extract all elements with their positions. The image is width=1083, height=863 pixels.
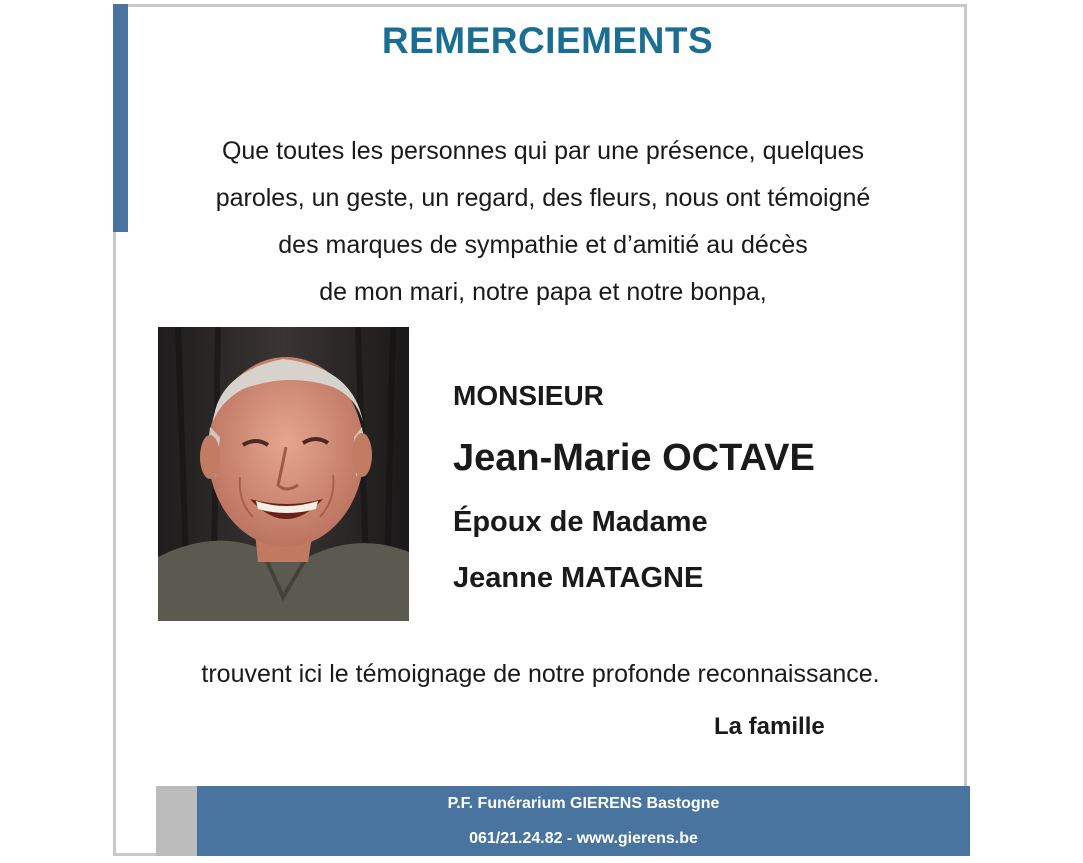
intro-line: Que toutes les personnes qui par une présence, quelques bbox=[221, 137, 865, 165]
footer-contact: 061/21.24.82 - www.gierens.be bbox=[469, 830, 698, 847]
intro-line: de mon mari, notre papa et notre bonpa, bbox=[319, 278, 767, 306]
honorific: MONSIEUR bbox=[453, 380, 604, 411]
footer-company: P.F. Funérarium GIERENS Bastogne bbox=[447, 795, 720, 812]
portrait-photo bbox=[158, 327, 409, 621]
signature: La famille bbox=[714, 713, 825, 740]
deceased-name: Jean-Marie OCTAVE bbox=[453, 437, 815, 479]
page-title: REMERCIEMENTS bbox=[381, 20, 714, 61]
closing-text: trouvent ici le témoignage de notre profonde reconnaissance. bbox=[201, 660, 880, 688]
portrait-illustration bbox=[158, 327, 409, 621]
intro-line: des marques de sympathie et d’amitié au décès bbox=[278, 231, 808, 259]
footer-banner bbox=[197, 786, 970, 856]
footer-gray-block bbox=[156, 786, 197, 856]
spouse-name: Jeanne MATAGNE bbox=[453, 562, 704, 594]
spouse-line: Époux de Madame bbox=[453, 506, 708, 538]
intro-line: paroles, un geste, un regard, des fleurs, nous ont témoigné bbox=[215, 184, 871, 212]
intro-text bbox=[128, 128, 958, 316]
accent-bar bbox=[113, 4, 128, 232]
deceased-info bbox=[453, 370, 815, 606]
